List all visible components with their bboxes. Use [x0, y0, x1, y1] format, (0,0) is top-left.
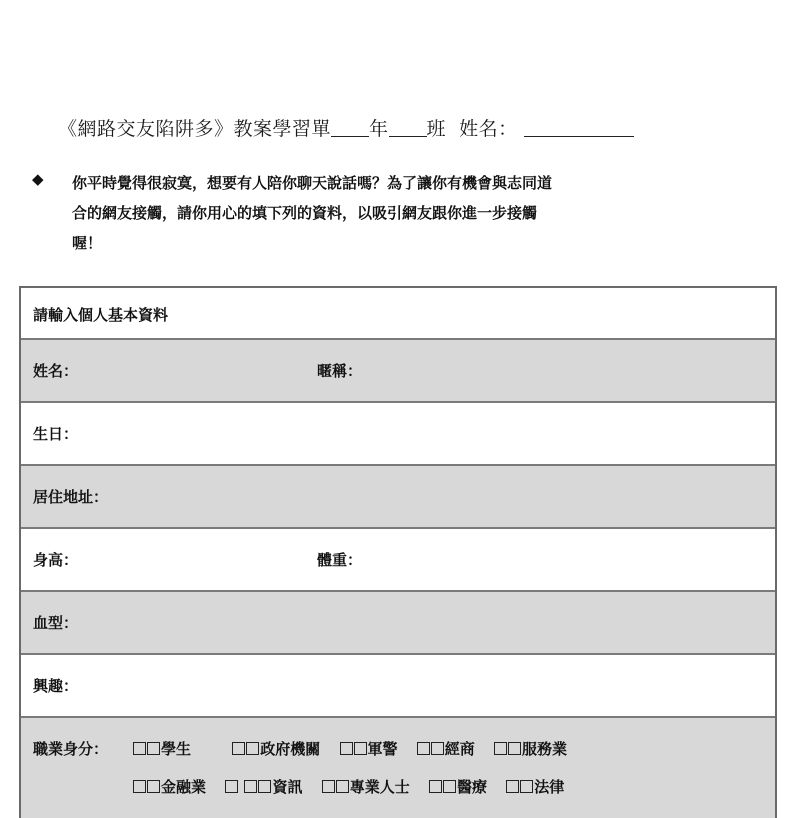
- name-row[interactable]: [21, 340, 775, 403]
- nickname-label: 暱稱：: [317, 362, 363, 380]
- checkbox[interactable]: [322, 780, 335, 793]
- occupation-options-row2: [133, 776, 578, 797]
- job-option-label: 資訊: [272, 778, 303, 796]
- job-option-label: 軍警: [367, 740, 398, 758]
- checkbox[interactable]: [520, 780, 533, 793]
- worksheet-title: [58, 114, 634, 141]
- class-label: 班: [426, 118, 447, 140]
- hobby-label: 興趣：: [33, 677, 79, 695]
- checkbox[interactable]: [429, 780, 442, 793]
- job-option-military-police[interactable]: [340, 738, 398, 759]
- checkbox[interactable]: [246, 742, 259, 755]
- checkbox[interactable]: [508, 742, 521, 755]
- job-option-finance[interactable]: [133, 776, 206, 797]
- year-blank[interactable]: [331, 120, 369, 137]
- birthday-label: 生日：: [33, 425, 79, 443]
- hobby-row[interactable]: [21, 655, 775, 718]
- address-row[interactable]: [21, 466, 775, 529]
- checkbox[interactable]: [232, 742, 245, 755]
- job-option-medical[interactable]: [429, 776, 487, 797]
- job-option-label: 專業人士: [349, 778, 410, 796]
- job-option-it[interactable]: [225, 776, 302, 797]
- job-option-label: 醫療: [456, 778, 487, 796]
- profile-form: [19, 286, 777, 818]
- title-main: 《網路交友陷阱多》教案學習單: [58, 118, 332, 140]
- intro-line-3: 喔！: [72, 234, 103, 252]
- birthday-row[interactable]: [21, 403, 775, 466]
- year-label: 年: [369, 118, 389, 140]
- checkbox[interactable]: [506, 780, 519, 793]
- student-name-label: 姓名：: [459, 118, 518, 140]
- intro-line-2: 合的網友接觸，請你用心的填下列的資料，以吸引網友跟你進一步接觸: [72, 204, 538, 222]
- checkbox[interactable]: [147, 742, 160, 755]
- checkbox[interactable]: [133, 742, 146, 755]
- checkbox[interactable]: [431, 742, 444, 755]
- name-label: 姓名：: [33, 362, 79, 380]
- job-option-government[interactable]: [232, 738, 320, 759]
- blood-type-label: 血型：: [33, 614, 79, 632]
- job-option-label: 法律: [534, 778, 565, 796]
- weight-label: 體重：: [317, 551, 363, 569]
- diamond-bullet-icon: ◆: [32, 170, 44, 188]
- checkbox[interactable]: [417, 742, 430, 755]
- job-option-professional[interactable]: [322, 776, 410, 797]
- intro-text: [72, 168, 722, 258]
- job-option-business[interactable]: [417, 738, 475, 759]
- address-label: 居住地址：: [33, 488, 109, 506]
- form-header-row: [21, 288, 775, 340]
- checkbox[interactable]: [133, 780, 146, 793]
- job-option-service[interactable]: [494, 738, 567, 759]
- checkbox[interactable]: [244, 780, 257, 793]
- class-blank[interactable]: [389, 120, 427, 137]
- job-option-label: 經商: [444, 740, 475, 758]
- height-label: 身高：: [33, 551, 79, 569]
- checkbox[interactable]: [147, 780, 160, 793]
- checkbox[interactable]: [336, 780, 349, 793]
- occupation-label: 職業身分：: [33, 740, 109, 758]
- checkbox[interactable]: [494, 742, 507, 755]
- checkbox[interactable]: [225, 780, 238, 793]
- job-option-label: 金融業: [161, 778, 207, 796]
- job-option-label: 政府機關: [260, 740, 321, 758]
- occupation-row: [21, 718, 775, 818]
- form-header: 請輸入個人基本資料: [33, 306, 169, 324]
- intro-line-1: 你平時覺得很寂寞，想要有人陪你聊天說話嗎？為了讓你有機會與志同道: [72, 174, 553, 192]
- job-option-label: 學生: [161, 740, 192, 758]
- checkbox[interactable]: [443, 780, 456, 793]
- job-option-student[interactable]: [133, 738, 191, 759]
- job-option-label: 服務業: [522, 740, 568, 758]
- checkbox[interactable]: [258, 780, 271, 793]
- height-weight-row[interactable]: [21, 529, 775, 592]
- job-option-legal[interactable]: [506, 776, 564, 797]
- checkbox[interactable]: [340, 742, 353, 755]
- blood-type-row[interactable]: [21, 592, 775, 655]
- student-name-blank[interactable]: [524, 120, 634, 137]
- checkbox[interactable]: [354, 742, 367, 755]
- occupation-options-row1: [133, 738, 581, 759]
